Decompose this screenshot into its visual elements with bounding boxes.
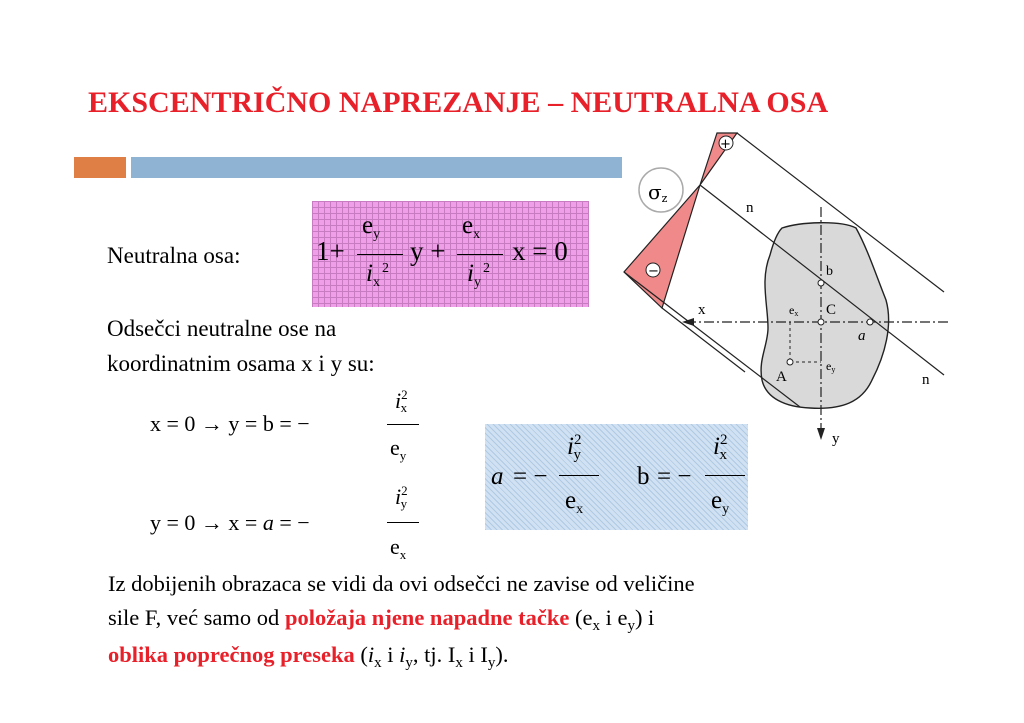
formula-b-num <box>395 387 414 415</box>
point-b <box>818 280 824 286</box>
eq-ix-denominator <box>366 260 389 290</box>
formula-b-line <box>387 424 419 425</box>
box-a-num-i: i <box>567 433 574 460</box>
box-b-eq: = − <box>657 463 692 490</box>
conclusion-s6: y <box>487 655 496 671</box>
conclusion-p8: , tj. I <box>412 642 456 667</box>
label-ey: ey <box>826 359 836 374</box>
conclusion-i2: i <box>399 642 406 667</box>
box-b-den-e: e <box>711 487 723 514</box>
eq-ex-numerator <box>462 212 481 242</box>
conclusion-line-2 <box>108 601 928 638</box>
neutral-axis-label: Neutralna osa: <box>107 243 241 268</box>
conclusion-s5: x <box>455 655 463 671</box>
eq-iy-sub: y <box>473 275 481 290</box>
label-y-axis: y <box>832 431 840 447</box>
eq-ix-i: i <box>366 260 373 287</box>
conclusion-p5: ) i <box>634 605 655 630</box>
box-a-num <box>567 432 589 463</box>
eq-ey-sub: y <box>373 227 381 242</box>
eq-ex-e: e <box>462 212 474 239</box>
conclusion-p3: (e <box>569 605 593 630</box>
eq-ey-numerator <box>362 212 381 242</box>
eq-iy-i: i <box>467 260 474 287</box>
neutral-axis-equation-box <box>312 201 589 307</box>
eq-fraction-line-2 <box>457 254 503 255</box>
label-n-top: n <box>746 200 754 216</box>
eccentric-loading-diagram <box>600 120 960 460</box>
eq-one-plus: 1+ <box>316 236 345 266</box>
conclusion-line-3 <box>108 638 928 675</box>
conclusion-p4: i e <box>599 605 628 630</box>
formula-a-num-sup: 2 <box>401 483 408 498</box>
formula-a-pre: y = 0 → x = <box>150 510 263 535</box>
conclusion-i1: i <box>367 642 375 667</box>
label-C: C <box>826 302 837 318</box>
box-a-num-sub: y <box>573 447 581 463</box>
intercepts-intro-line2: koordinatnim osama x i y su: <box>107 351 375 376</box>
box-a-eq: = − <box>513 463 548 490</box>
conclusion-highlight-2: oblika poprečnog preseka <box>108 642 355 667</box>
eq-x-eq-zero: x = 0 <box>512 236 568 266</box>
formula-a-den-e: e <box>390 534 400 559</box>
box-b-num-sub: x <box>719 447 727 463</box>
accent-bar-blue <box>131 157 622 178</box>
eq-ix-pow: 2 <box>381 261 389 276</box>
formula-a-num-sub: y <box>400 496 408 511</box>
formula-a-num-i: i <box>395 484 402 509</box>
conclusion-s3: x <box>374 655 382 671</box>
conclusion-line-1: Iz dobijenih obrazaca se vidi da ovi odsečci ne zavise od veličine <box>108 571 695 596</box>
label-n-bottom: n <box>922 372 930 388</box>
eq-fraction-line-1 <box>357 254 403 255</box>
formula-b-num-sup: 2 <box>401 387 408 402</box>
sigma-label: σz <box>648 180 668 205</box>
conclusion-s4: y <box>405 655 413 671</box>
formula-a-lhs <box>150 512 310 534</box>
formula-b-num-sub: x <box>400 400 408 415</box>
formula-a-a: a <box>262 510 274 535</box>
formula-a-line <box>387 522 419 523</box>
eq-ey-e: e <box>362 212 374 239</box>
conclusion-p9: i I <box>462 642 488 667</box>
eq-ex-sub: x <box>473 227 481 242</box>
formula-a-num <box>395 483 414 511</box>
box-b: b <box>637 463 650 490</box>
point-a <box>867 319 873 325</box>
conclusion-p7: i <box>381 642 400 667</box>
box-b-line <box>705 475 745 476</box>
accent-bar-orange <box>74 157 126 178</box>
conclusion-p6: ( <box>354 642 368 667</box>
box-a-den-e: e <box>565 487 577 514</box>
y-axis-arrow <box>817 428 825 440</box>
formula-b-num-i: i <box>395 388 402 413</box>
label-a: a <box>858 328 866 344</box>
label-ex: ex <box>789 303 799 318</box>
box-b-num-sup: 2 <box>719 432 728 448</box>
conclusion-highlight-1: položaja njene napadne tačke <box>284 605 570 630</box>
box-a-line <box>559 475 599 476</box>
slide-title: EKSCENTRIČNO NAPREZANJE – NEUTRALNA OSA <box>88 86 829 119</box>
point-c <box>818 319 824 325</box>
eq-iy-pow: 2 <box>482 261 490 276</box>
eq-y-plus: y + <box>410 236 446 266</box>
conclusion-paragraph <box>108 567 928 675</box>
minus-label: − <box>648 264 659 279</box>
formula-b-den-sub: y <box>399 448 407 463</box>
point-A <box>787 359 793 365</box>
box-a: a <box>491 463 504 490</box>
eq-ix-sub: x <box>372 275 380 290</box>
conclusion-p10: ). <box>495 642 509 667</box>
formula-b-den-e: e <box>390 435 400 460</box>
label-b: b <box>826 264 833 279</box>
label-A: A <box>776 369 787 385</box>
conclusion-s2: y <box>627 618 635 634</box>
box-b-den <box>711 487 730 517</box>
plus-label: + <box>720 137 731 152</box>
box-a-den <box>565 487 584 517</box>
box-b-num-i: i <box>713 433 720 460</box>
box-a-den-sub: x <box>576 502 584 517</box>
intercepts-intro-line1: Odsečci neutralne ose na <box>107 316 337 341</box>
formula-b-lhs: x = 0 → y = b = − <box>150 411 310 436</box>
formula-a-post: = − <box>273 510 310 535</box>
box-a-num-sup: 2 <box>573 432 582 448</box>
label-x-axis: x <box>698 302 706 318</box>
conclusion-s1: x <box>592 618 600 634</box>
formula-a-den-sub: x <box>399 547 407 562</box>
box-b-den-sub: y <box>722 502 730 517</box>
conclusion-p2: sile F, već samo od <box>108 605 285 630</box>
formula-a-den <box>390 534 407 562</box>
formula-b-den <box>390 435 407 463</box>
eq-iy-denominator <box>467 260 490 290</box>
